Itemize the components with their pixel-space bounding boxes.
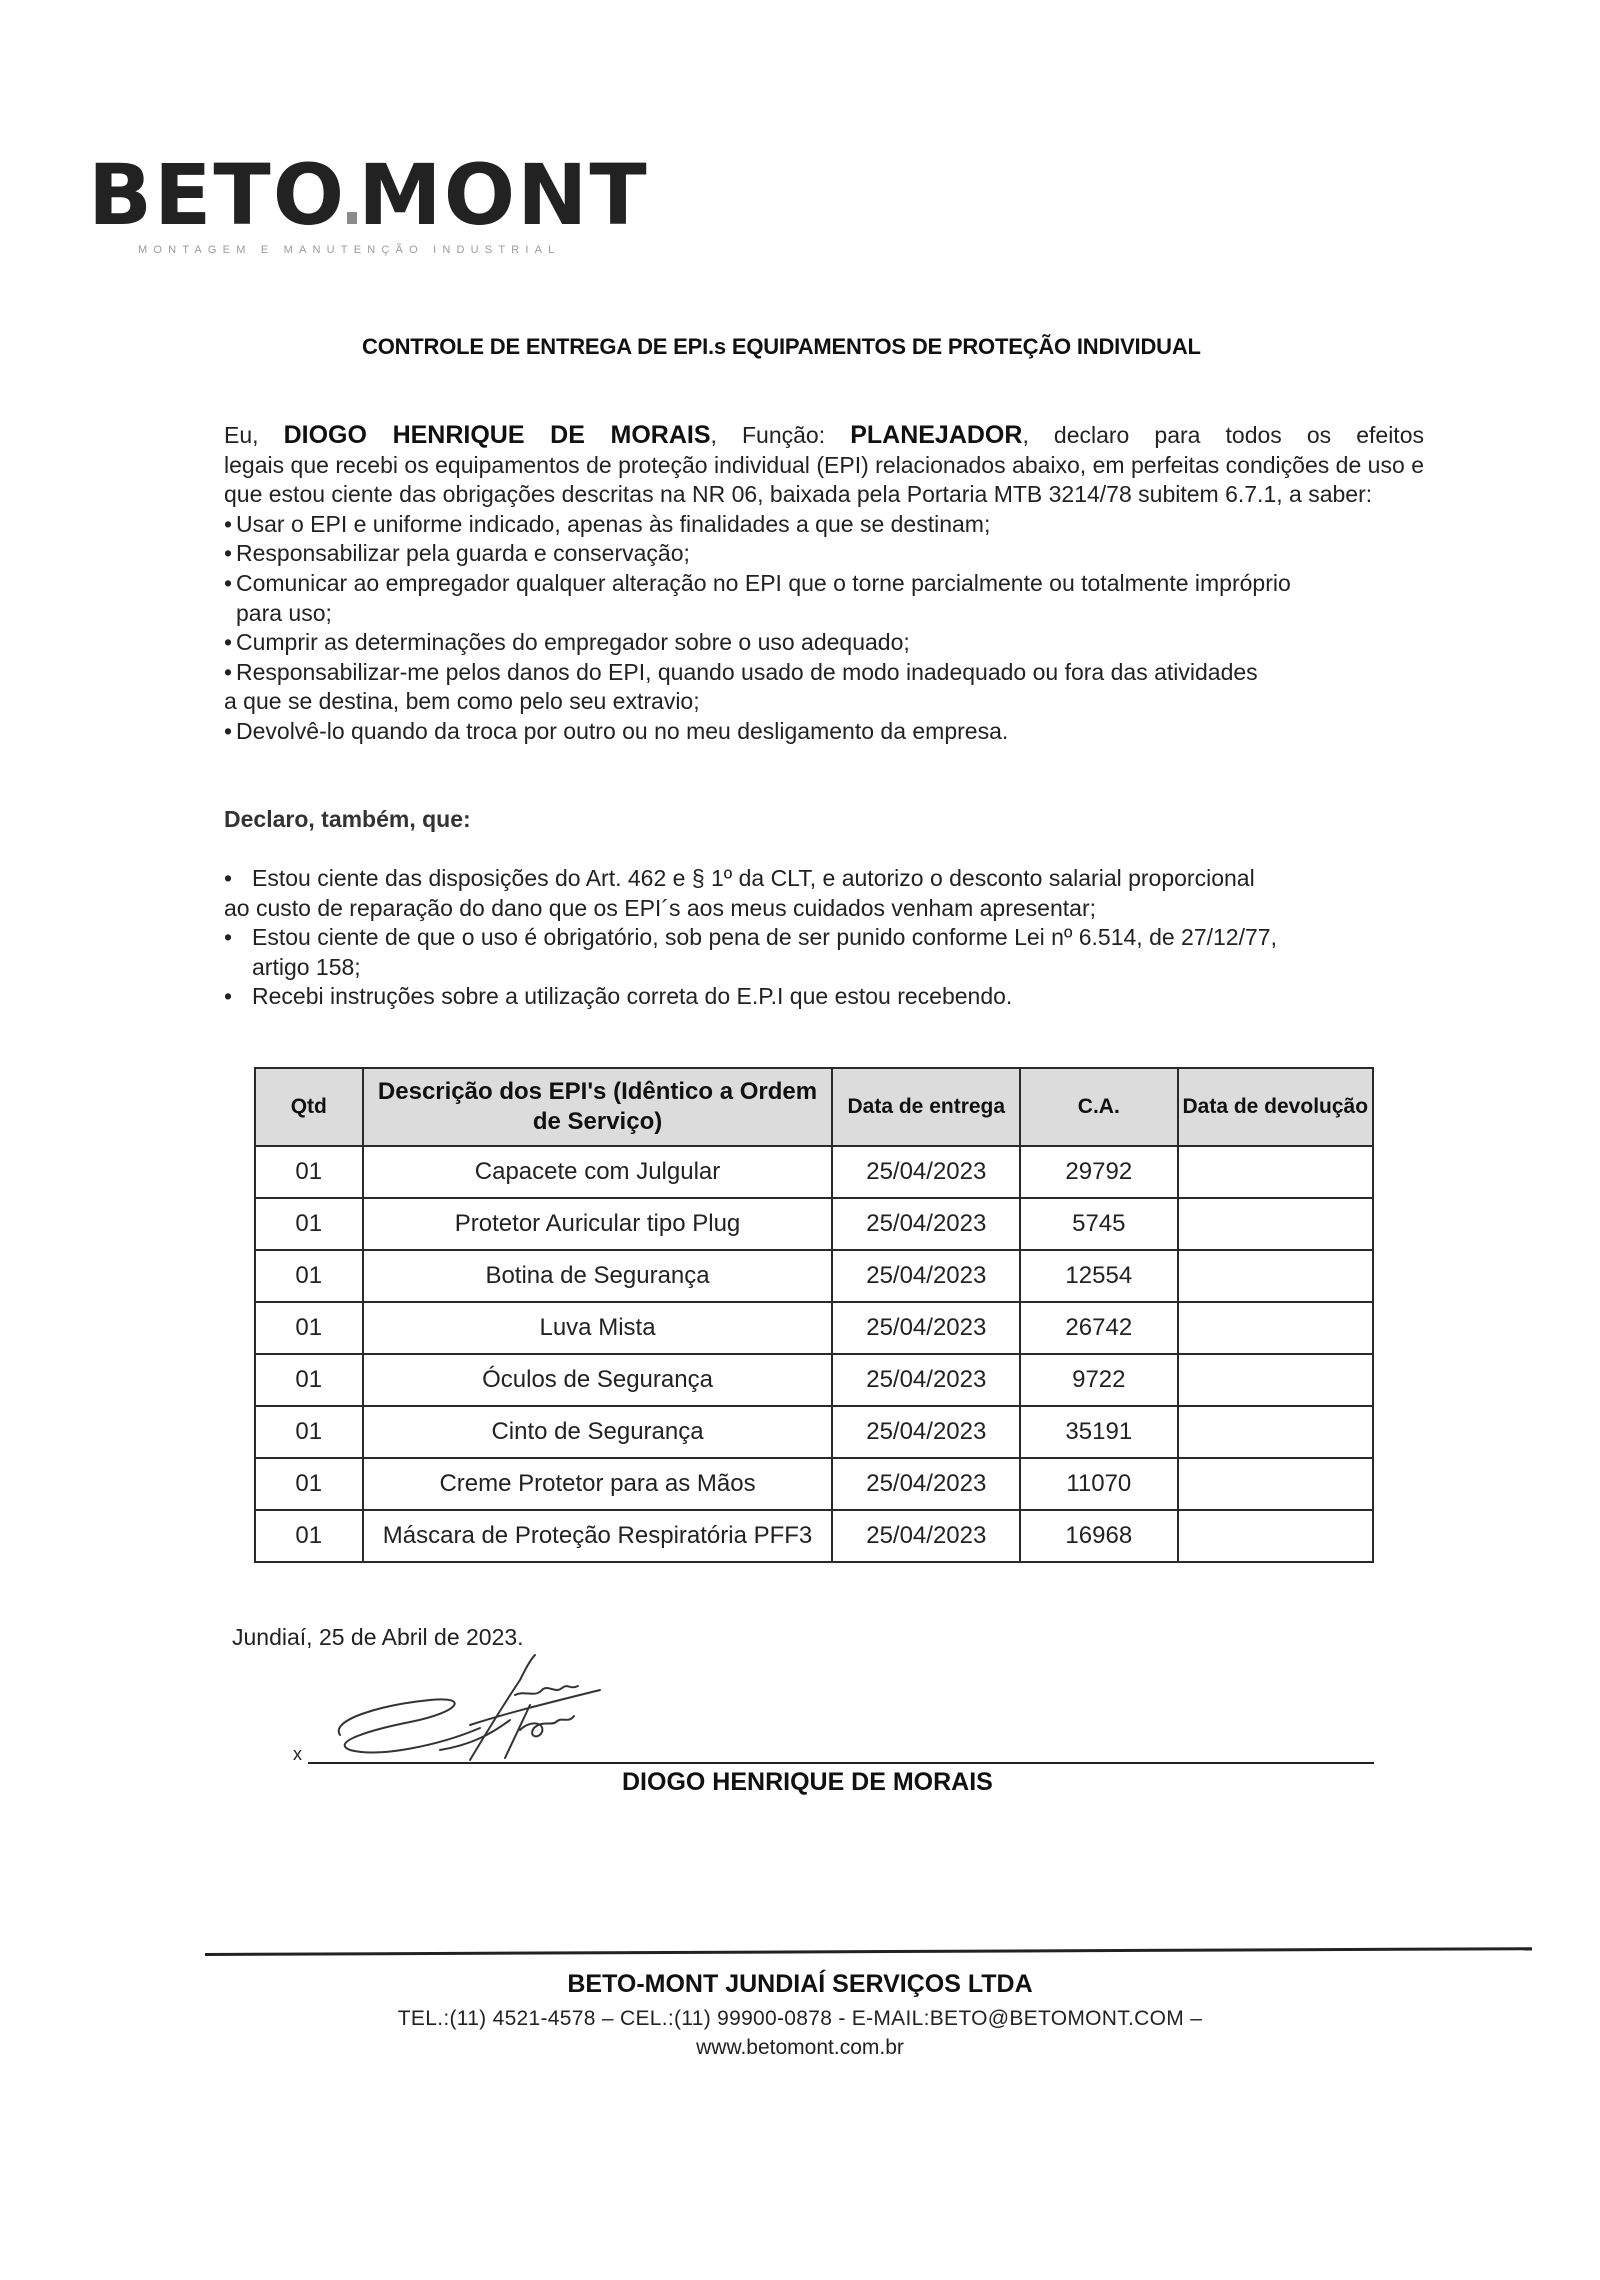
header-ca: C.A.: [1020, 1068, 1177, 1146]
table-row: [255, 1406, 1373, 1458]
signature-stroke: [339, 1699, 480, 1752]
header-description: Descrição dos EPI's (Idêntico a Ordem de Serviço): [363, 1068, 833, 1146]
cell-qtd: 01: [255, 1354, 363, 1406]
declare-continuation: artigo 158;: [252, 953, 361, 980]
obligation-item: [224, 717, 1424, 747]
cell-description: Luva Mista: [363, 1302, 833, 1354]
signature-stroke: [440, 1720, 510, 1750]
cell-return-date: [1178, 1458, 1373, 1510]
bullet-icon: •: [224, 658, 233, 685]
cell-return-date: [1178, 1354, 1373, 1406]
cell-ca: 5745: [1020, 1198, 1177, 1250]
place-and-date: Jundiaí, 25 de Abril de 2023.: [232, 1624, 524, 1650]
bullet-icon: •: [224, 510, 233, 537]
obligation-continuation: a que se destina, bem como pelo seu extravio;: [224, 688, 700, 715]
header-qtd: Qtd: [255, 1068, 363, 1146]
declare-text: Estou ciente das disposições do Art. 462 e § 1º da CLT, e autorizo o desconto salarial proporcional: [252, 865, 1255, 891]
obligation-text: Cumprir as determinações do empregador sobre o uso adequado;: [236, 629, 910, 656]
logo-tagline: MONTAGEM E MANUTENÇÃO INDUSTRIAL: [138, 244, 561, 256]
obligation-text: Responsabilizar-me pelos danos do EPI, quando usado de modo inadequado ou fora das atividades: [236, 658, 1258, 685]
cell-ca: 11070: [1020, 1458, 1177, 1510]
cell-qtd: 01: [255, 1146, 363, 1198]
header-delivery-date: Data de entrega: [832, 1068, 1020, 1146]
table-row: [255, 1146, 1373, 1198]
logo-text-mont: MONT: [358, 146, 649, 244]
company-logo: [88, 146, 649, 244]
cell-return-date: [1178, 1302, 1373, 1354]
cell-description: Protetor Auricular tipo Plug: [363, 1198, 833, 1250]
cell-qtd: 01: [255, 1302, 363, 1354]
also-declare-title: Declaro, também, que:: [224, 806, 471, 832]
cell-ca: 35191: [1020, 1406, 1177, 1458]
function-label: , Função:: [710, 422, 851, 448]
footer-contact-info: TEL.:(11) 4521-4578 – CEL.:(11) 99900-0878 - E-MAIL:BETO@BETOMONT.COM –: [397, 2007, 1203, 2030]
obligation-text: Devolvê-lo quando da troca por outro ou no meu desligamento da empresa.: [236, 717, 1009, 744]
cell-description: Cinto de Segurança: [363, 1406, 833, 1458]
signature-stroke: [520, 1716, 574, 1736]
cell-qtd: 01: [255, 1250, 363, 1302]
header-return-date: Data de devolução: [1178, 1068, 1373, 1146]
obligation-text: Responsabilizar pela guarda e conservação;: [236, 540, 690, 567]
declaration-body: [224, 421, 1424, 747]
footer-company-name: BETO-MONT JUNDIAÍ SERVIÇOS LTDA: [567, 1970, 1033, 1998]
bullet-icon: •: [224, 717, 233, 744]
cell-delivery-date: 25/04/2023: [832, 1302, 1020, 1354]
logo-square-dot: [347, 212, 357, 224]
intro-prefix: Eu,: [224, 422, 284, 448]
signature-stroke: [515, 1686, 578, 1695]
obligation-continuation: para uso;: [236, 599, 332, 626]
cell-description: Capacete com Julgular: [363, 1146, 833, 1198]
table-row: [255, 1250, 1373, 1302]
declare-item: [224, 923, 1434, 953]
cell-description: Creme Protetor para as Mãos: [363, 1458, 833, 1510]
cell-delivery-date: 25/04/2023: [832, 1510, 1020, 1562]
cell-qtd: 01: [255, 1458, 363, 1510]
cell-ca: 29792: [1020, 1146, 1177, 1198]
declare-text: Estou ciente de que o uso é obrigatório, sob pena de ser punido conforme Lei nº 6.514, de 27/12/77,: [252, 924, 1277, 951]
cell-delivery-date: 25/04/2023: [832, 1406, 1020, 1458]
bullet-icon: •: [224, 569, 233, 596]
table-row: [255, 1458, 1373, 1510]
obligation-item: [224, 539, 1424, 569]
cell-qtd: 01: [255, 1510, 363, 1562]
obligation-text: Comunicar ao empregador qualquer alteração no EPI que o torne parcialmente ou totalmente impróprio: [236, 569, 1291, 596]
cell-ca: 12554: [1020, 1250, 1177, 1302]
footer-website: www.betomont.com.br: [696, 2036, 904, 2059]
obligation-item: [224, 628, 1424, 658]
signature-line: [308, 1762, 1374, 1764]
cell-return-date: [1178, 1146, 1373, 1198]
epi-delivery-table: [254, 1067, 1374, 1563]
obligation-text: Usar o EPI e uniforme indicado, apenas às finalidades a que se destinam;: [236, 510, 991, 537]
declare-text: Recebi instruções sobre a utilização correta do E.P.I que estou recebendo.: [252, 983, 1013, 1010]
bullet-icon: •: [224, 983, 233, 1010]
signature-stroke: [470, 1655, 535, 1760]
cell-return-date: [1178, 1250, 1373, 1302]
cell-delivery-date: 25/04/2023: [832, 1458, 1020, 1510]
bullet-icon: •: [224, 629, 233, 656]
cell-ca: 9722: [1020, 1354, 1177, 1406]
cell-ca: 26742: [1020, 1302, 1177, 1354]
cell-qtd: 01: [255, 1406, 363, 1458]
document-title: CONTROLE DE ENTREGA DE EPI.s EQUIPAMENTOS DE PROTEÇÃO INDIVIDUAL: [362, 334, 1201, 359]
handwritten-signature: [320, 1650, 740, 1770]
cell-return-date: [1178, 1198, 1373, 1250]
cell-delivery-date: 25/04/2023: [832, 1354, 1020, 1406]
cell-description: Botina de Segurança: [363, 1250, 833, 1302]
declare-item: [224, 864, 1434, 894]
obligation-item: [224, 658, 1424, 688]
cell-delivery-date: 25/04/2023: [832, 1198, 1020, 1250]
logo-text-beto: BETO: [88, 146, 347, 244]
declaration-intro-line1: [224, 421, 1424, 451]
bullet-icon: •: [224, 540, 233, 567]
table-row: [255, 1354, 1373, 1406]
signature-x-mark: x: [293, 1744, 302, 1764]
also-declare-list: [224, 864, 1434, 1012]
bullet-icon: •: [224, 865, 233, 891]
cell-qtd: 01: [255, 1198, 363, 1250]
footer-divider: [205, 1947, 1532, 1956]
signer-name: DIOGO HENRIQUE DE MORAIS: [622, 1768, 993, 1796]
function-value: PLANEJADOR: [850, 421, 1023, 449]
table-row: [255, 1302, 1373, 1354]
intro-rest-line1: , declaro para todos os efeitos: [1022, 422, 1424, 448]
obligation-item: [224, 510, 1424, 540]
cell-return-date: [1178, 1510, 1373, 1562]
declare-continuation: ao custo de reparação do dano que os EPI´s aos meus cuidados venham apresentar;: [224, 894, 1096, 921]
cell-return-date: [1178, 1406, 1373, 1458]
declare-item: [224, 982, 1434, 1012]
cell-delivery-date: 25/04/2023: [832, 1250, 1020, 1302]
cell-delivery-date: 25/04/2023: [832, 1146, 1020, 1198]
cell-description: Máscara de Proteção Respiratória PFF3: [363, 1510, 833, 1562]
obligation-item: [224, 569, 1424, 599]
cell-description: Óculos de Segurança: [363, 1354, 833, 1406]
bullet-icon: •: [224, 924, 233, 951]
table-row: [255, 1510, 1373, 1562]
cell-ca: 16968: [1020, 1510, 1177, 1562]
table-header-row: [255, 1068, 1373, 1146]
table-row: [255, 1198, 1373, 1250]
signature-stroke: [470, 1690, 600, 1725]
employee-name: DIOGO HENRIQUE DE MORAIS: [283, 421, 711, 449]
declaration-intro-rest: legais que recebi os equipamentos de proteção individual (EPI) relacionados abaixo, em perfeitas condições de uso e que estou ciente das obrigações descritas na NR 06, baixada pela Portaria MTB 3214/78 subitem 6.7.1, a saber:: [224, 451, 1424, 508]
